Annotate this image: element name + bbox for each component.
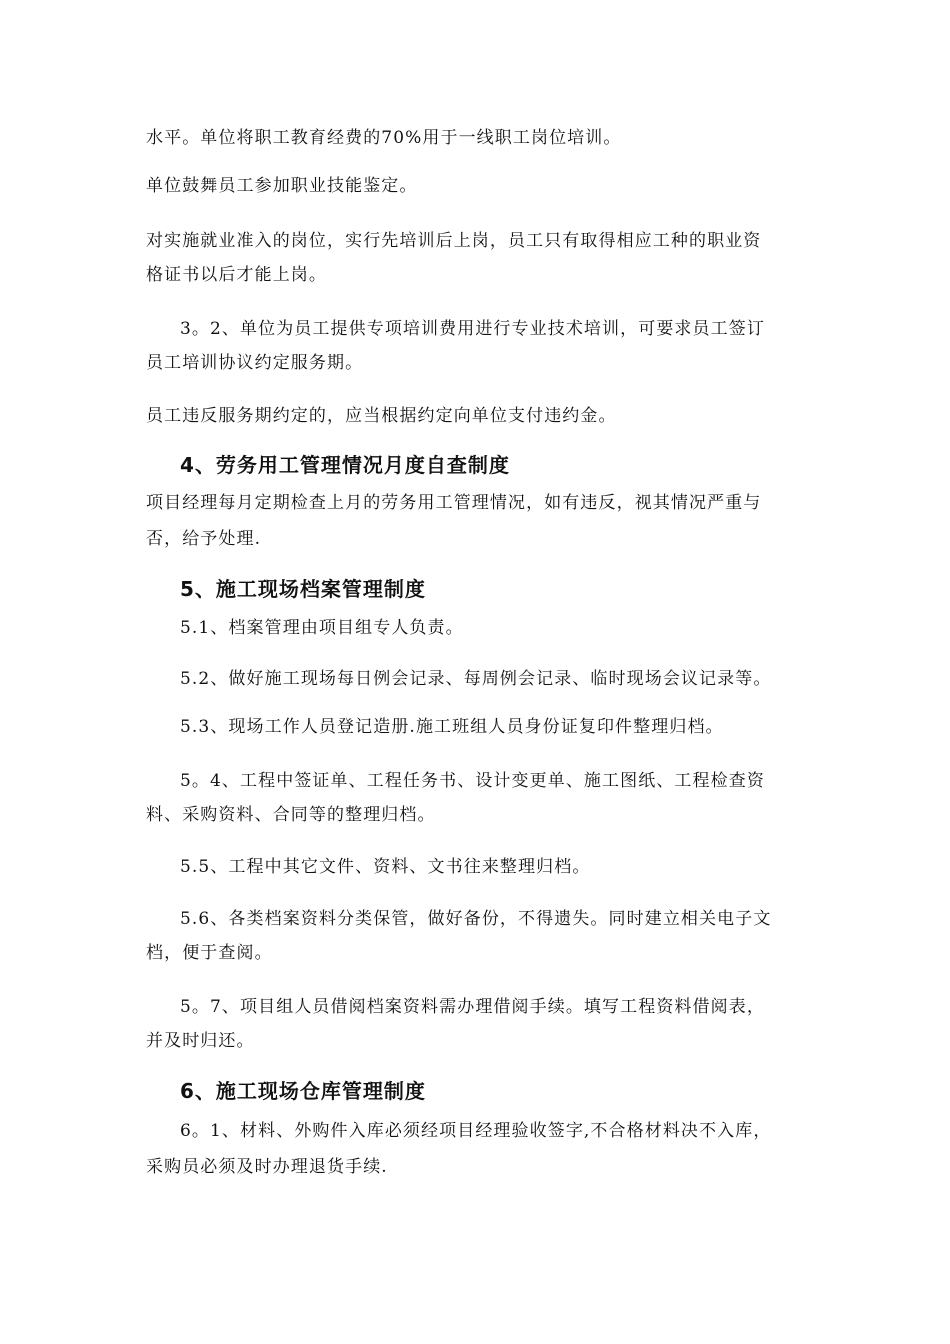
paragraph-line: 5.2、做好施工现场每日例会记录、每周例会记录、临时现场会议记录等。 [180, 669, 772, 689]
paragraph-line: 否，给予处理. [146, 529, 262, 549]
paragraph-line: 单位鼓舞员工参加职业技能鉴定。 [146, 176, 418, 196]
paragraph-line: 5.5、工程中其它文件、资料、文书往来整理归档。 [180, 857, 591, 877]
paragraph-line: 采购员必须及时办理退货手续. [146, 1157, 388, 1177]
paragraph-line: 料、采购资料、合同等的整理归档。 [146, 805, 436, 825]
paragraph-line: 员工培训协议约定服务期。 [146, 353, 364, 373]
paragraph-line: 5.6、各类档案资料分类保管，做好备份，不得遗失。同时建立相关电子文 [180, 909, 772, 929]
paragraph-line: 5.3、现场工作人员登记造册.施工班组人员身份证复印件整理归档。 [180, 717, 724, 737]
section-heading-4: 4、劳务用工管理情况月度自查制度 [180, 453, 510, 477]
paragraph-line: 5。7、项目组人员借阅档案资料需办理借阅手续。填写工程资料借阅表， [180, 997, 765, 1017]
paragraph-line: 3。2、单位为员工提供专项培训费用进行专业技术培训，可要求员工签订 [180, 319, 765, 339]
paragraph-line: 6。1、材料、外购件入库必须经项目经理验收签字,不合格材料决不入库， [180, 1121, 772, 1141]
paragraph-line: 项目经理每月定期检查上月的劳务用工管理情况，如有违反，视其情况严重与 [146, 493, 762, 513]
paragraph-line: 对实施就业准入的岗位，实行先培训后上岗，员工只有取得相应工种的职业资 [146, 231, 762, 251]
paragraph-line: 水平。单位将职工教育经费的70%用于一线职工岗位培训。 [146, 128, 622, 148]
paragraph-line: 5.1、档案管理由项目组专人负责。 [180, 618, 464, 638]
paragraph-line: 档，便于查阅。 [146, 943, 273, 963]
paragraph-line: 并及时归还。 [146, 1031, 255, 1051]
section-heading-6: 6、施工现场仓库管理制度 [180, 1079, 426, 1103]
paragraph-line: 员工违反服务期约定的，应当根据约定向单位支付违约金。 [146, 406, 617, 426]
paragraph-line: 5。4、工程中签证单、工程任务书、设计变更单、施工图纸、工程检查资 [180, 771, 765, 791]
section-heading-5: 5、施工现场档案管理制度 [180, 577, 426, 601]
paragraph-line: 格证书以后才能上岗。 [146, 265, 327, 285]
